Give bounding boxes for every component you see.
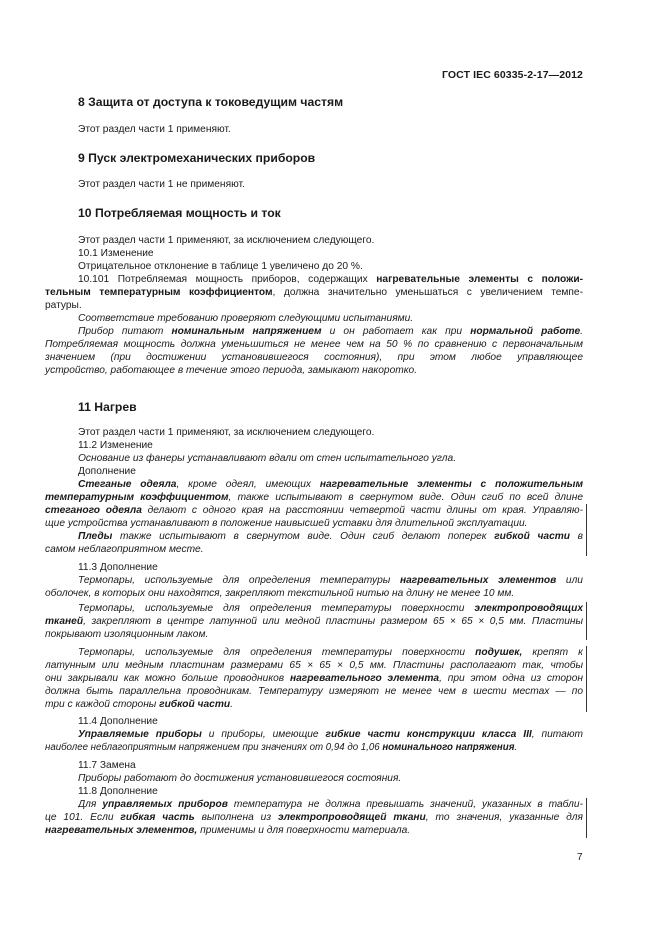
test-text-line-2: Потребляемая мощность должна уменьшиться не менее чем на 50 % по сравнению с первоначальным (45, 339, 583, 350)
clause-10-101-line-1: 10.101 Потребляемая мощность приборов, содержащих нагревательные элементы с положи- (78, 274, 583, 285)
compliance-text: Соответствие требованию проверяют следующими испытаниями. (78, 313, 414, 324)
quilts-line-4: щие устройства устанавливают в положение наивысшей уставки для длительной эксплуатации. (45, 518, 528, 529)
clause-10-1: 10.1 Изменение (78, 248, 154, 259)
clause-10-101-line-3: ратуры. (45, 300, 82, 311)
pillow-line-1: Термопары, используемые для определения температуры поверхности подушек, крепят к (78, 647, 583, 658)
revision-bar (586, 798, 587, 838)
pillow-line-4: должна быть параллельна проводникам. Температуру измеряют не менее чем в шести местах — по (45, 686, 583, 697)
pillow-line-2: латунным или медным пластинам размерами 65 × 65 × 0,5 мм. Пластины располагают так, чтобы (45, 660, 583, 671)
thermocouple-line-4: тканей, закрепляют в центре латунной или медной пластины размером 65 × 65 × 0,5 мм. Пластины (45, 616, 583, 627)
addition-label: Дополнение (78, 466, 136, 477)
clause-11-8-line-1: Для управляемых приборов температура не должна превышать значений, указанных в табли- (78, 799, 583, 810)
clause-11-4: 11.4 Дополнение (78, 716, 158, 727)
section-10-heading: 10 Потребляемая мощность и ток (78, 206, 281, 220)
thermocouple-line-3: Термопары, используемые для определения температуры поверхности электропроводящих (78, 603, 583, 614)
clause-11-8-line-2: це 101. Если гибкая часть выполнена из электропроводящей ткани, то значения, указанные для (45, 812, 583, 823)
clause-11-4-line-1: Управляемые приборы и приборы, имеющие гибкие части конструкции класса III, питают (78, 729, 583, 740)
thermocouple-line-2: оболочек, в которых они находятся, закрепляют текстильной нитью на длину не менее 10 мм. (45, 588, 515, 599)
revision-bar (586, 504, 587, 530)
section-8-heading: 8 Защита от доступа к токоведущим частям (78, 95, 344, 109)
blankets-line-1: Пледы также испытывают в свернутом виде. Один сгиб делают поперек гибкой части в (78, 531, 583, 542)
page-number: 7 (577, 852, 583, 863)
quilts-line-3: стеганого одеяла делают с одного края на расстоянии четвертой части длины от края. Управляю- (45, 505, 583, 516)
quilts-line-2: температурным коэффициентом, также испытывают в свернутом виде. Один сгиб по всей длине (45, 492, 583, 503)
test-text-line-1: Прибор питают номинальным напряжением и он работает как при нормальной работе. (78, 326, 583, 337)
test-text-line-3: значением (при достижении установившегося состояния), при этом любое управляющее (45, 352, 583, 363)
clause-11-2-text: Основание из фанеры устанавливают вдали от стен испытательного угла. (78, 453, 457, 464)
clause-10-1-text: Отрицательное отклонение в таблице 1 увеличено до 20 %. (78, 261, 363, 272)
clause-10-101-line-2: тельным температурным коэффициентом, должна значительно уменьшаться с увеличением темпе- (45, 287, 583, 298)
section-9-text: Этот раздел части 1 не применяют. (78, 179, 245, 190)
document-id: ГОСТ IEC 60335-2-17—2012 (441, 69, 583, 81)
section-8-text: Этот раздел части 1 применяют. (78, 124, 231, 135)
section-11-text: Этот раздел части 1 применяют, за исключением следующего. (78, 427, 375, 438)
pillow-line-5: три с каждой стороны гибкой части. (45, 699, 233, 710)
section-11-heading: 11 Нагрев (78, 400, 137, 414)
clause-11-4-line-2: наиболее неблагоприятным напряжением при значениях от 0,94 до 1,06 номинального напряжения. (45, 742, 518, 753)
thermocouple-line-1: Термопары, используемые для определения температуры нагревательных элементов или (78, 575, 583, 586)
thermocouple-line-5: покрывают изоляционным лаком. (45, 629, 209, 640)
pillow-line-3: они закрывали как можно больше проводников нагревательного элемента, при этом одна из сторон (45, 673, 583, 684)
section-9-heading: 9 Пуск электромеханических приборов (78, 151, 316, 165)
clause-11-8-line-3: нагревательных элементов, применимы и для поверхности материала. (45, 825, 411, 836)
revision-bar (586, 602, 587, 640)
clause-11-3: 11.3 Дополнение (78, 562, 158, 573)
clause-11-7-text: Приборы работают до достижения установившегося состояния. (78, 773, 402, 784)
quilts-line-1: Стеганые одеяла, кроме одеял, имеющих нагревательные элементы с положительным (78, 479, 583, 490)
test-text-line-4: устройство, работающее в течение этого периода, замыкают накоротко. (45, 365, 418, 376)
clause-11-2: 11.2 Изменение (78, 440, 153, 451)
blankets-line-2: самом неблагоприятном месте. (45, 544, 204, 555)
revision-bar (586, 646, 587, 712)
section-10-text: Этот раздел части 1 применяют, за исключением следующего. (78, 235, 375, 246)
revision-bar (586, 530, 587, 556)
clause-11-8: 11.8 Дополнение (78, 786, 158, 797)
clause-11-7: 11.7 Замена (78, 760, 136, 771)
